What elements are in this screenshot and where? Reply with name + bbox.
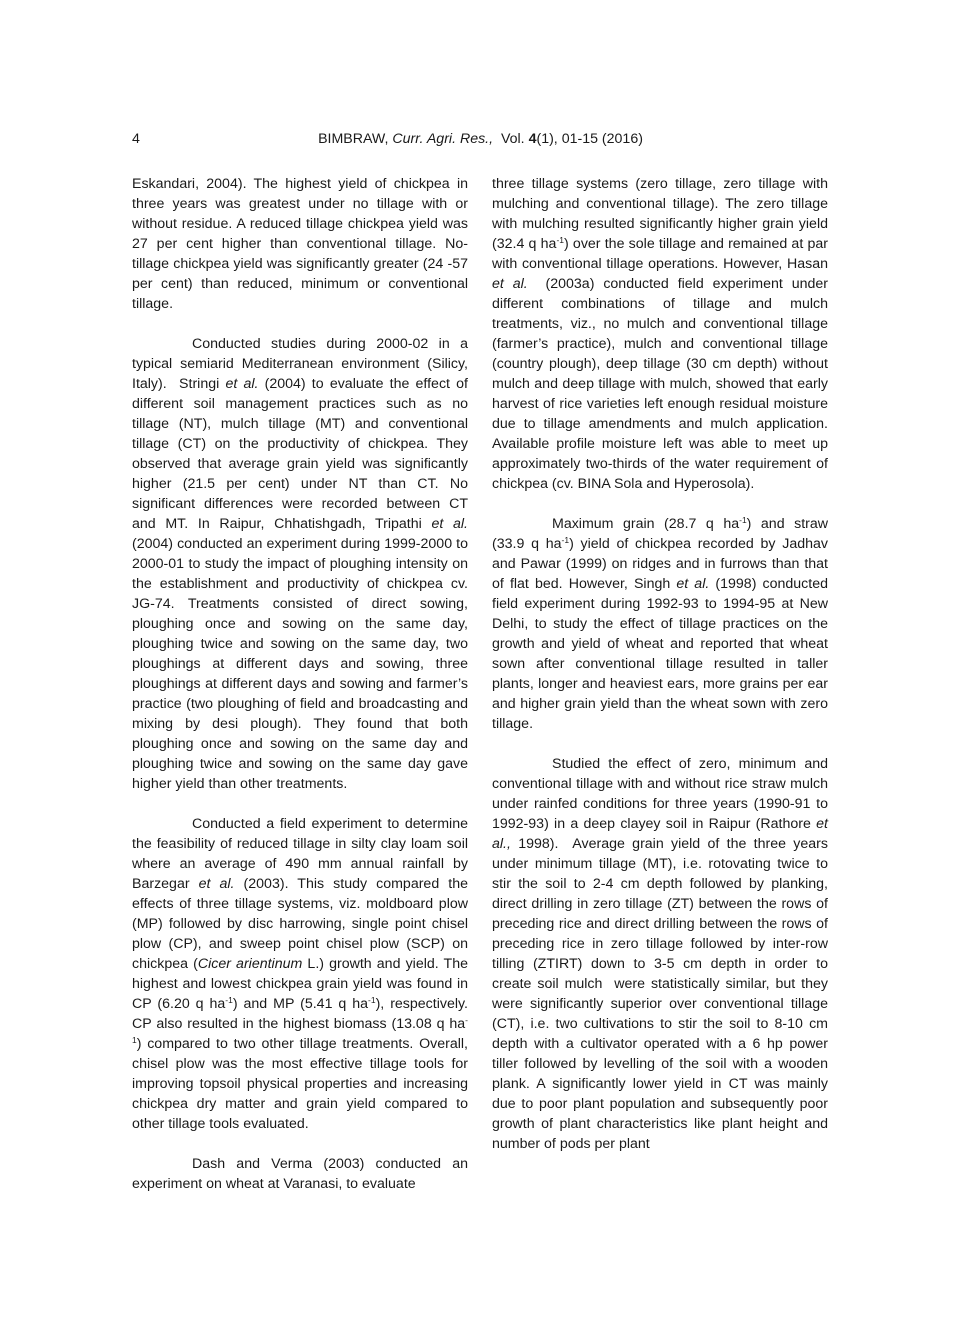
page-header: [132, 129, 829, 149]
paragraph: three tillage systems (zero tillage, zero tillage with mulching and conventional tillage). The zero tillage with mulching resulted significantly higher grain yield (32.4 q $ha^{-1}$) over the sole tillage and remained at par with conventional tillage operations. However, Hasan et al. (2003a) conducted field experiment under different combinations of tillage and mulch treatments, viz., no mulch and conventional tillage (farmer’s practice), mulch and conventional tillage (country plough), deep tillage (30 cm depth) without mulch and deep tillage with mulch, showed that early harvest of rice varieties left enough residual moisture due to tillage amendments and mulch application. Available profile moisture left was able to meet up approximately two-thirds of the water requirement of chickpea (cv. BINA Sola and Hyperosola).: [492, 176, 828, 492]
running-head: BIMBRAW, Curr. Agri. Res., Vol. 4(1), 01-15 (2016): [318, 131, 643, 147]
page-number: 4: [132, 131, 140, 147]
left-column: [132, 174, 468, 1214]
paragraph: Eskandari, 2004). The highest yield of chickpea in three years was greatest under no tillage with or without residue. A reduced tillage chickpea yield was 27 per cent higher than conventional tillage. No-tillage chickpea yield was significantly greater (24 -57 per cent) than reduced, minimum or conventional tillage.: [132, 176, 468, 312]
right-column: [492, 174, 828, 1174]
paragraph: Studied the effect of zero, minimum and conventional tillage with and without rice straw mulch under rainfed conditions for three years (1990-91 to 1992-93) in a deep clayey soil in Raipur (Rathore et al., 1998). Average grain yield of the three years under minimum tillage (MT), i.e. rotovating twice to stir the soil to 2-4 cm depth followed by planking, direct drilling in zero tillage (ZT) between the rows of preceding rice and direct drilling between the rows of preceding rice in zero tillage followed by inter-row tilling (ZTIRT) down to 3-5 cm depth in order to create soil mulch were statistically similar, but they were significantly superior over conventional tillage (CT), i.e. two cultivations to stir the soil to 8-10 cm depth with a cultivator operated with a 6 hp power tiller followed by levelling of the soil with a wooden plank. A significantly lower yield in CT was mainly due to poor plant population and subsequently poor growth of plant characteristics like plant height and number of pods per plant: [492, 756, 828, 1152]
paragraph: Conducted a field experiment to determine the feasibility of reduced tillage in silty clay loam soil where an average of 490 mm annual rainfall by Barzegar et al. (2003). This study compared the effects of three tillage systems, viz. moldboard plow (MP) followed by disc harrowing, single point chisel plow (CP), and sweep point chisel plow (SCP) on chickpea (Cicer arientinum L.) growth and yield. The highest and lowest chickpea grain yield was found in CP (6.20 q $ha^{-1}$) and MP (5.41 q $ha^{-1}$), respectively. CP also resulted in the highest biomass (13.08 q $ha^{-1}$) compared to two other tillage treatments. Overall, chisel plow was the most effective tillage tools for improving topsoil physical properties and increasing chickpea dry matter and grain yield compared to other tillage tools evaluated.: [132, 816, 468, 1132]
paragraph: Dash and Verma (2003) conducted an experiment on wheat at Varanasi, to evaluate: [132, 1156, 468, 1192]
paragraph: Conducted studies during 2000-02 in a typical semiarid Mediterranean environment (Silicy, Italy). Stringi et al. (2004) to evaluate the effect of different soil management practices such as no tillage (NT), mulch tillage (MT) and conventional tillage (CT) on the productivity of chickpea. They observed that average grain yield was significantly higher (21.5 per cent) under NT than CT. No significant differences were recorded between CT and MT. In Raipur, Chhatishgadh, Tripathi et al. (2004) conducted an experiment during 1999-2000 to 2000-01 to study the impact of ploughing intensity on the establishment and productivity of chickpea cv. JG-74. Treatments consisted of direct sowing, ploughing once and sowing on the same day, ploughing twice and sowing on the same day, two ploughings at different days and sowing, three ploughings at different days and sowing and farmer’s practice (two ploughing of field and broadcasting and mixing by desi plough). They found that both ploughing once and sowing on the same day and ploughing twice and sowing on the same day gave higher yield than other treatments.: [132, 336, 468, 792]
paragraph: Maximum grain (28.7 q $ha^{-1}$) and straw (33.9 q $ha^{-1}$) yield of chickpea recorded by Jadhav and Pawar (1999) on ridges and in furrows than that of flat bed. However, Singh et al. (1998) conducted field experiment during 1992-93 to 1994-95 at New Delhi, to study the effect of tillage practices on the growth and yield of wheat and reported that wheat sown after conventional tillage resulted in taller plants, longer and heaviest ears, more grains per ear and higher grain yield than the wheat sown with zero tillage.: [492, 515, 828, 732]
